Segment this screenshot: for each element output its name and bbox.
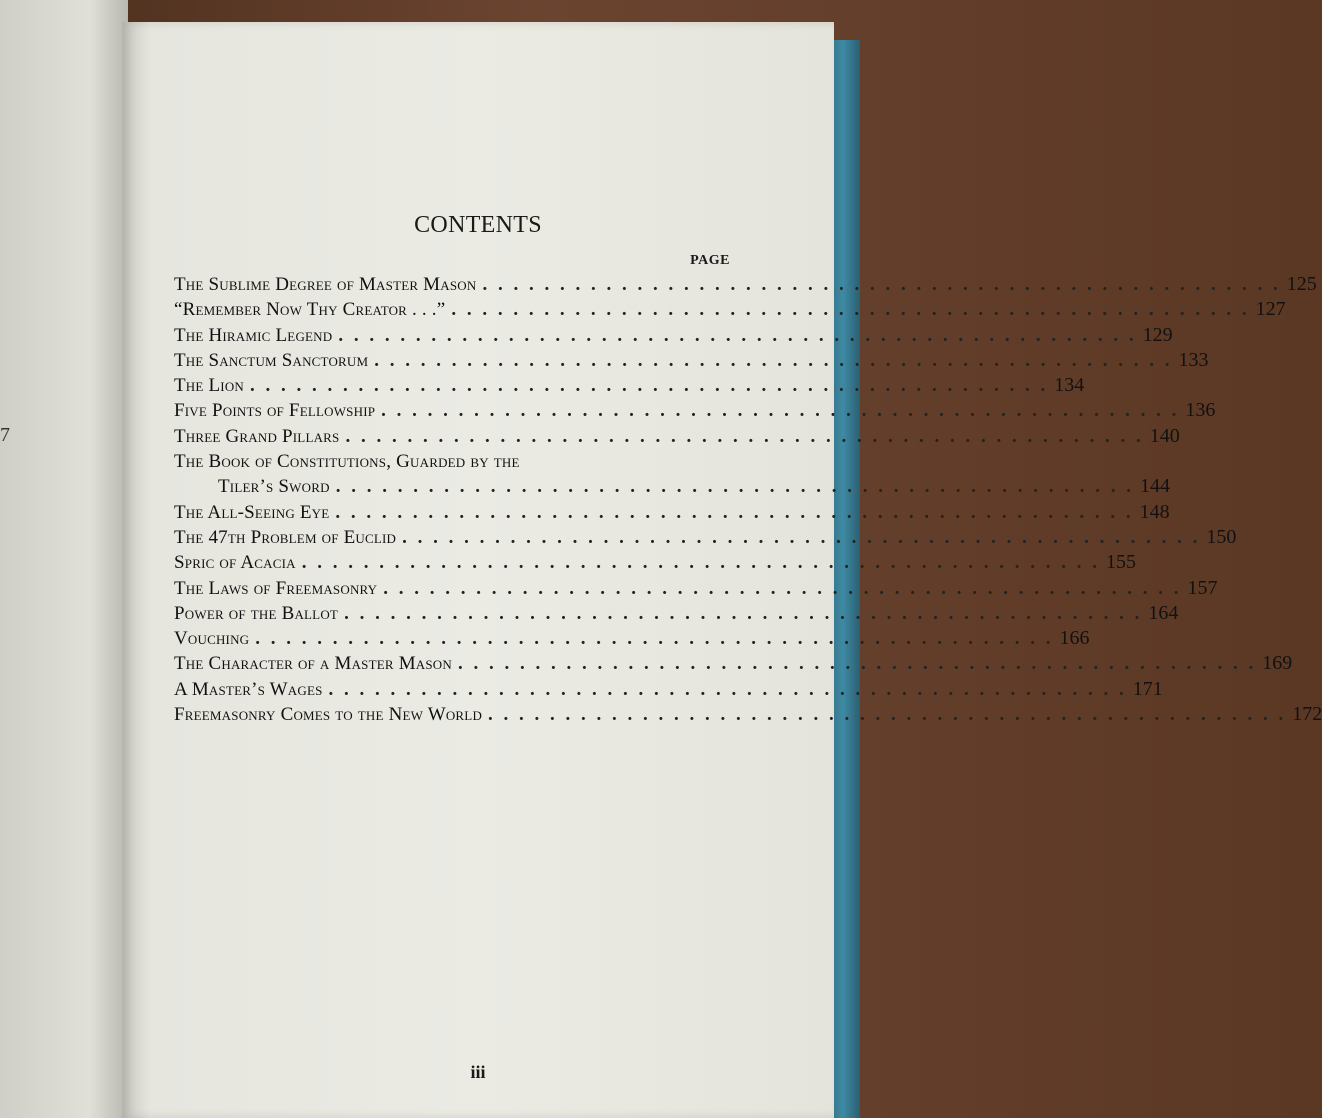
toc-entry: [174, 601, 1179, 626]
leader-dots: . . . . . . . . . . . . . . . . . . . . . . . . . . . . . . . . . . . . . . . . . . . . . . . . . . . .: [451, 299, 1250, 321]
toc-entry: [174, 398, 1216, 423]
leader-dots: . . . . . . . . . . . . . . . . . . . . . . . . . . . . . . . . . . . . . . . . . . . . . . . . . . . .: [381, 400, 1180, 422]
leader-dots: . . . . . . . . . . . . . . . . . . . . . . . . . . . . . . . . . . . . . . . . . . . . . . . . . . . .: [328, 678, 1127, 700]
leader-dots: . . . . . . . . . . . . . . . . . . . . . . . . . . . . . . . . . . . . . . . . . . . . . . . . . . . .: [383, 577, 1182, 599]
page-title: CONTENTS: [414, 212, 542, 238]
leader-dots: . . . . . . . . . . . . . . . . . . . . . . . . . . . . . . . . . . . . . . . . . . . . . . . . . . . .: [374, 349, 1173, 371]
toc-entry-title: Freemasonry Comes to the New World: [174, 704, 483, 726]
toc-entry: [174, 651, 1293, 676]
leader-dots: . . . . . . . . . . . . . . . . . . . . . . . . . . . . . . . . . . . . . . . . . . . . . . . . . . . .: [255, 628, 1054, 650]
leader-dots: . . . . . . . . . . . . . . . . . . . . . . . . . . . . . . . . . . . . . . . . . . . . . . . . . . . .: [250, 375, 1049, 397]
toc-entry-page: 155: [1105, 551, 1136, 574]
toc-entry-page: 136: [1185, 399, 1216, 422]
toc-entry: [174, 525, 1237, 550]
toc-entry: [174, 626, 1090, 651]
toc-entry: [174, 449, 730, 474]
toc-entry: [174, 348, 1209, 373]
toc-entry-page: 134: [1054, 374, 1085, 397]
toc-entry-page: 127: [1255, 298, 1286, 321]
leader-dots: . . . . . . . . . . . . . . . . . . . . . . . . . . . . . . . . . . . . . . . . . . . . . . . . . . . .: [402, 526, 1201, 548]
leader-dots: . . . . . . . . . . . . . . . . . . . . . . . . . . . . . . . . . . . . . . . . . . . . . . . . . . . .: [344, 602, 1143, 624]
toc-entry-title: The Sanctum Sanctorum: [174, 349, 369, 371]
toc-entry-title: The 47th Problem of Euclid: [174, 526, 397, 548]
toc-entry: [174, 576, 1218, 601]
toc-entry: [174, 677, 1163, 702]
toc-entry-title: Power of the Ballot: [174, 602, 339, 624]
toc-entry-page: 171: [1132, 677, 1163, 700]
toc-entry-page: 148: [1139, 500, 1170, 523]
toc-entry: [174, 323, 1173, 348]
leader-dots: . . . . . . . . . . . . . . . . . . . . . . . . . . . . . . . . . . . . . . . . . . . . . . . . . . . .: [488, 704, 1287, 726]
page-column-label: PAGE: [690, 253, 730, 268]
left-page-mark: 7: [0, 424, 10, 446]
toc-entry-title: Tiler’s Sword: [218, 476, 330, 498]
toc-entry-page: 169: [1262, 652, 1293, 675]
toc-entry-page: 164: [1148, 601, 1179, 624]
toc-entry-page: 144: [1139, 475, 1170, 498]
leader-dots: . . . . . . . . . . . . . . . . . . . . . . . . . . . . . . . . . . . . . . . . . . . . . . . . . . . .: [457, 653, 1257, 675]
leader-dots: . . . . . . . . . . . . . . . . . . . . . . . . . . . . . . . . . . . . . . . . . . . . . . . . . . . .: [482, 274, 1281, 295]
toc-entry-title: Five Points of Fellowship: [174, 400, 376, 422]
toc-entry-page: 166: [1059, 627, 1090, 650]
contents-page: [122, 22, 1322, 1118]
toc-entry-title: The Book of Constitutions, Guarded by the: [174, 451, 520, 473]
toc-entry: [174, 424, 1180, 449]
table-of-contents: [174, 272, 1322, 727]
leader-dots: . . . . . . . . . . . . . . . . . . . . . . . . . . . . . . . . . . . . . . . . . . . . . . . . . . . .: [301, 552, 1100, 574]
left-page: [0, 0, 128, 1118]
toc-entry-title: The Character of a Master Mason: [174, 653, 452, 675]
toc-entry: [174, 373, 1085, 398]
toc-entry-title: The Lion: [174, 375, 244, 397]
toc-entry-title: Vouching: [174, 628, 250, 650]
toc-entry-page: 133: [1178, 348, 1209, 371]
toc-entry-title: The Laws of Freemasonry: [174, 577, 378, 599]
toc-entry-title: The Sublime Degree of Master Mason: [174, 274, 477, 295]
leader-dots: . . . . . . . . . . . . . . . . . . . . . . . . . . . . . . . . . . . . . . . . . . . . . . . . . . . .: [345, 425, 1144, 447]
toc-entry-title: The Hiramic Legend: [174, 324, 333, 346]
toc-entry-title: Spric of Acacia: [174, 552, 296, 574]
toc-entry-page: 157: [1187, 576, 1218, 599]
leader-dots: . . . . . . . . . . . . . . . . . . . . . . . . . . . . . . . . . . . . . . . . . . . . . . . . . . . .: [338, 324, 1137, 346]
toc-entry-title: “Remember Now Thy Creator . . .”: [174, 299, 446, 321]
toc-entry-page: 125: [1286, 273, 1317, 295]
toc-entry-page: 172: [1292, 703, 1322, 726]
toc-entry-title: The All-Seeing Eye: [174, 501, 330, 523]
toc-entry-page: 150: [1206, 525, 1237, 548]
leader-dots: . . . . . . . . . . . . . . . . . . . . . . . . . . . . . . . . . . . . . . . . . . . . . . . . . . . .: [335, 501, 1134, 523]
toc-entry-title: Three Grand Pillars: [174, 425, 340, 447]
toc-entry: [174, 550, 1136, 575]
toc-entry-page: 129: [1142, 323, 1173, 346]
toc-entry-page: 140: [1149, 424, 1180, 447]
toc-entry: [174, 474, 1170, 499]
toc-entry: [174, 272, 1317, 297]
toc-entry: [174, 500, 1170, 525]
folio-number: iii: [470, 1062, 486, 1082]
toc-entry: [174, 702, 1322, 727]
toc-entry: [174, 297, 1286, 322]
toc-entry-title: A Master’s Wages: [174, 678, 323, 700]
leader-dots: . . . . . . . . . . . . . . . . . . . . . . . . . . . . . . . . . . . . . . . . . . . . . . . . . . . .: [335, 476, 1134, 498]
